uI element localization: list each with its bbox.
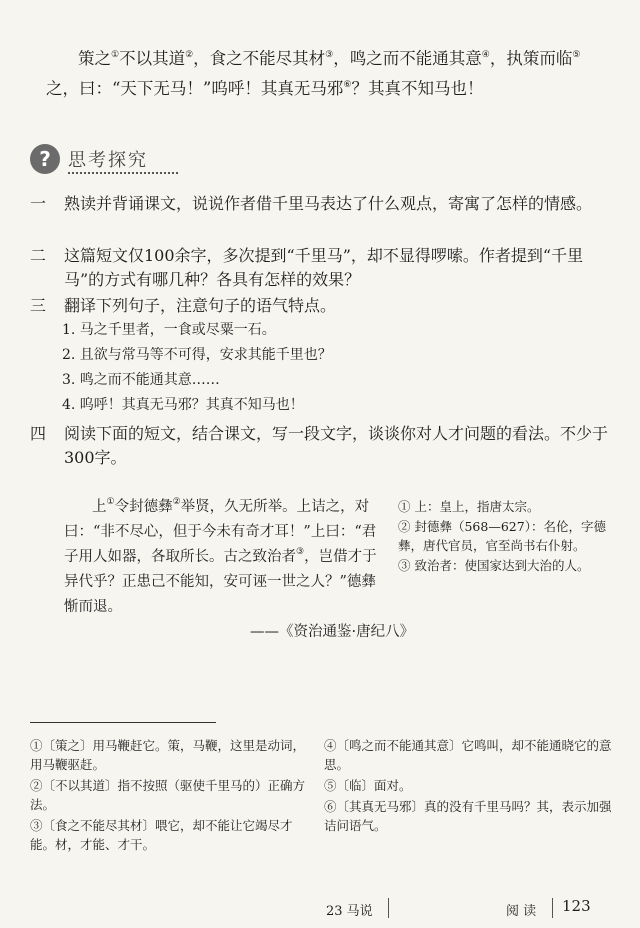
title-underline: [68, 172, 178, 174]
footnote-marker: ③: [325, 50, 334, 60]
footnotes-right: [324, 736, 614, 837]
footnote-marker: ⑤: [572, 50, 581, 60]
footer-divider: [552, 898, 553, 918]
footnote: ①〔策之〕用马鞭赶它。策，马鞭，这里是动词，用马鞭驱赶。: [30, 738, 306, 772]
reading-note: ③ 致治者：使国家达到大治的人。: [398, 558, 590, 573]
text-seg: 上: [92, 499, 107, 515]
reading-passage: [64, 495, 384, 620]
sub-item-3: 3. 鸣之而不能通其意……: [62, 372, 220, 388]
reading-note: ① 上：皇上，指唐太宗。: [398, 499, 540, 514]
page-footer: [0, 896, 640, 920]
question-text: 这篇短文仅100余字，多次提到“千里马”，却不显得啰嗦。作者提到“千里马”的方式有哪几种？各具有怎样的效果？: [64, 246, 584, 289]
text-seg: ，岂借才于异代乎？正患己不能知，安可诬一世之人？”德彝惭而退。: [64, 549, 377, 615]
footnote-marker: ①: [111, 50, 120, 60]
text-seg: ，食之不能尽其材: [193, 49, 326, 68]
question-mark-icon: ?: [30, 144, 60, 174]
footnote-marker: ②: [185, 50, 194, 60]
text-seg: ？其真不知马也！: [351, 79, 484, 98]
footnote-marker: ④: [481, 50, 490, 60]
question-text: 翻译下列句子，注意句子的语气特点。: [64, 296, 337, 315]
text-seg: 不以其道: [119, 49, 186, 68]
sub-item-1: 1. 马之千里者，一食或尽粟一石。: [62, 322, 276, 338]
section-heading: [30, 142, 230, 178]
section-label: 阅 读: [506, 904, 537, 919]
question-text: 熟读并背诵课文，说说作者借千里马表达了什么观点，寄寓了怎样的情感。: [64, 194, 593, 213]
footnote-marker: ①: [106, 497, 115, 507]
footnote-marker: ③: [296, 547, 305, 557]
footnotes-left: [30, 736, 310, 856]
footnote: ③〔食之不能尽其材〕喂它，却不能让它竭尽才能。材，才能、才干。: [30, 818, 293, 852]
footnote-marker: ⑥: [343, 80, 352, 90]
passage-line-1: [78, 44, 580, 74]
reading-notes: [398, 497, 608, 576]
footnote: ④〔鸣之而不能通其意〕它鸣叫，却不能通晓它的意思。: [324, 738, 612, 772]
reading-note: ② 封德彝（568—627）：名伦，字德彝，唐代官员，官至尚书右仆射。: [398, 519, 606, 553]
footer-divider: [388, 898, 389, 918]
text-seg: 举贤，久无所举。上诘之，对曰：“非不尽心，但于今未有奇才耳！”上曰：“君子用人如器，各取所长。古之致治者: [64, 499, 377, 565]
text-seg: ，执策而临: [489, 49, 573, 68]
sub-item-2: 2. 且欲与常马等不可得，安求其能千里也？: [62, 347, 332, 363]
question-number: 四: [30, 424, 47, 443]
question-text: 阅读下面的短文，结合课文，写一段文字，谈谈你对人才问题的看法。不少于300字。: [64, 424, 609, 467]
reading-source: ——《资治通鉴·唐纪八》: [250, 624, 415, 640]
section-title: 思考探究: [68, 150, 148, 171]
question-number: 二: [30, 246, 47, 265]
question-number: 三: [30, 296, 47, 315]
text-seg: 策之: [78, 49, 111, 68]
text-seg: 令封德彝: [114, 499, 173, 515]
chapter-label: 23 马说: [326, 904, 373, 919]
question-number: 一: [30, 194, 47, 213]
footnote-marker: ②: [172, 497, 181, 507]
sub-item-4: 4. 呜呼！其真无马邪？其真不知马也！: [62, 397, 304, 413]
footnote: ⑤〔临〕面对。: [324, 778, 412, 793]
footnote-separator: [30, 722, 216, 723]
text-seg: ，鸣之而不能通其意: [333, 49, 482, 68]
footnote: ⑥〔其真无马邪〕真的没有千里马吗？其，表示加强诘问语气。: [324, 799, 612, 833]
passage-line-2: [46, 74, 483, 104]
text-seg: 之，曰：“天下无马！”呜呼！其真无马邪: [46, 79, 344, 98]
footnote: ②〔不以其道〕指不按照（驱使千里马的）正确方法。: [30, 778, 306, 812]
page-number: 123: [562, 897, 591, 915]
